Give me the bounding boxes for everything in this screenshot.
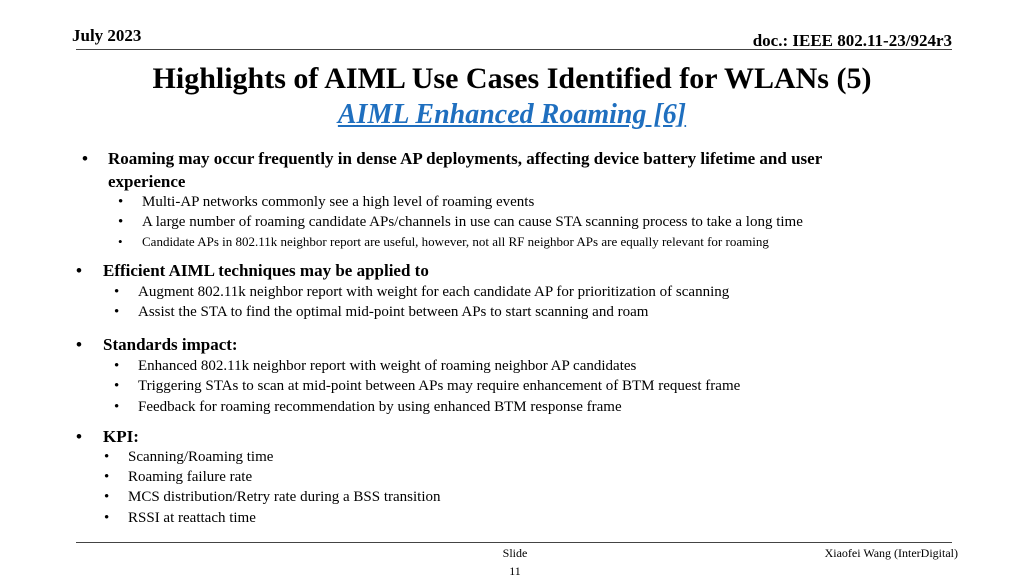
slide-number-value: 11 xyxy=(509,564,521,578)
bullet-marker: • xyxy=(82,149,88,168)
list-item-text: Triggering STAs to scan at mid-point between APs may require enhancement of BTM request frame xyxy=(138,378,741,394)
bullet-marker: • xyxy=(114,399,120,415)
list-item-text: Assist the STA to find the optimal mid-point between APs to start scanning and roam xyxy=(138,304,649,320)
bullet-marker: • xyxy=(114,304,120,320)
footer-rule xyxy=(76,542,952,543)
slide-title: Highlights of AIML Use Cases Identified for WLANs (5) xyxy=(152,62,872,95)
bullet-marker: • xyxy=(118,194,124,210)
bullet-marker: • xyxy=(118,234,123,249)
subtitle-link[interactable]: AIML Enhanced Roaming [6] xyxy=(337,99,687,130)
slide-subtitle xyxy=(0,98,1024,132)
bullet-marker: • xyxy=(104,510,110,526)
list-item-text: Augment 802.11k neighbor report with weight for each candidate AP for prioritization of scanning xyxy=(138,284,730,300)
slide-label: Slide xyxy=(502,546,528,560)
bullet-marker: • xyxy=(104,449,110,465)
bullet-standards-text: Standards impact: xyxy=(103,335,238,354)
bullet-techniques-text: Efficient AIML techniques may be applied to xyxy=(103,261,429,280)
list-item-text: MCS distribution/Retry rate during a BSS transition xyxy=(128,489,441,505)
bullet-marker: • xyxy=(76,427,82,446)
list-item-text: Feedback for roaming recommendation by using enhanced BTM response frame xyxy=(138,399,622,415)
list-item-text: Roaming failure rate xyxy=(128,469,253,485)
bullet-marker: • xyxy=(114,378,120,394)
date-label: July 2023 xyxy=(72,26,142,45)
list-item-text: Enhanced 802.11k neighbor report with weight of roaming neighbor AP candidates xyxy=(138,358,637,374)
list-item-text: A large number of roaming candidate APs/channels in use can cause STA scanning process to take a long time xyxy=(142,214,803,230)
bullet-marker: • xyxy=(114,284,120,300)
header-rule xyxy=(76,49,952,50)
bullet-marker: • xyxy=(104,489,110,505)
bullet-marker: • xyxy=(76,335,82,354)
bullet-marker: • xyxy=(76,261,82,280)
bullet-roaming-cont xyxy=(108,170,185,193)
doc-number: doc.: IEEE 802.11-23/924r3 xyxy=(752,31,952,50)
bullet-roaming-text-1: Roaming may occur frequently in dense AP deployments, affecting device battery lifetime and user xyxy=(108,149,823,168)
list-item-text: Candidate APs in 802.11k neighbor report are useful, however, not all RF neighbor APs are equally relevant for roaming xyxy=(142,234,769,249)
bullet-marker: • xyxy=(118,214,124,230)
bullet-marker: • xyxy=(114,358,120,374)
bullet-marker: • xyxy=(104,469,110,485)
list-item-text: RSSI at reattach time xyxy=(128,510,256,526)
list-item-text: Scanning/Roaming time xyxy=(128,449,274,465)
slide-number xyxy=(495,544,535,580)
list-item-text: Multi-AP networks commonly see a high level of roaming events xyxy=(142,194,535,210)
bullet-kpi-text: KPI: xyxy=(103,427,139,446)
bullet-roaming-text-2: experience xyxy=(108,172,186,191)
author-label: Xiaofei Wang (InterDigital) xyxy=(824,546,958,560)
